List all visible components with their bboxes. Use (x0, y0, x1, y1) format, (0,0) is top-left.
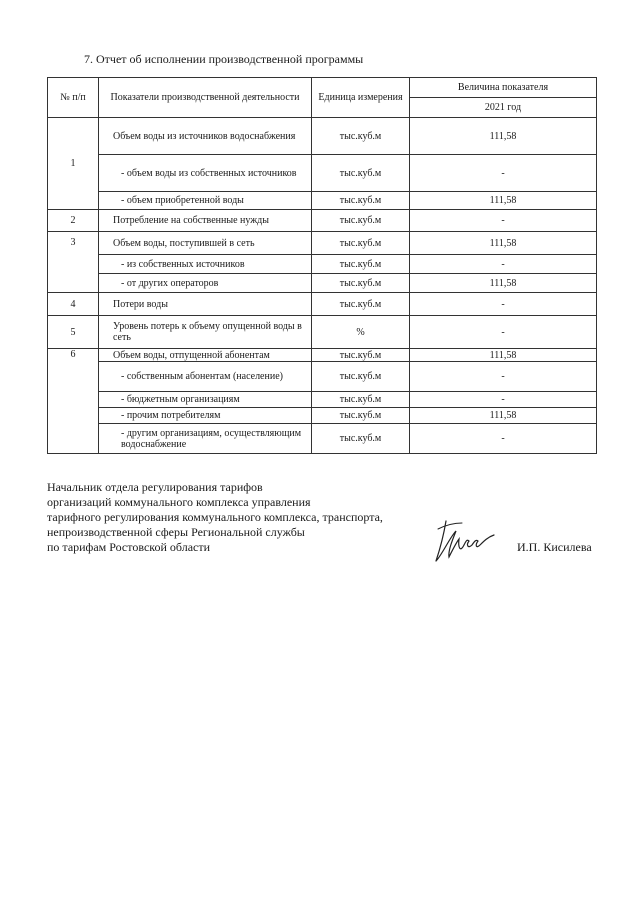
signatory-position (47, 480, 383, 555)
table-row (48, 349, 597, 362)
row-unit: тыс.куб.м (312, 424, 410, 454)
row-indicator: - бюджетным организациям (99, 392, 312, 408)
position-line: организаций коммунального комплекса управления (47, 495, 311, 509)
header-value: Величина показателя (410, 78, 597, 98)
row-num: 5 (48, 316, 99, 349)
table-row (48, 232, 597, 255)
row-num: 4 (48, 293, 99, 316)
header-unit: Единица измерения (312, 78, 410, 118)
row-value: - (410, 155, 597, 192)
row-unit: тыс.куб.м (312, 349, 410, 362)
row-indicator: Потребление на собственные нужды (99, 210, 312, 232)
table-row (48, 118, 597, 155)
row-value: 111,58 (410, 349, 597, 362)
header-year: 2021 год (410, 98, 597, 118)
row-value: - (410, 255, 597, 274)
row-unit: тыс.куб.м (312, 408, 410, 424)
row-unit: тыс.куб.м (312, 232, 410, 255)
document-heading: 7. Отчет об исполнении производственной программы (84, 52, 364, 66)
row-indicator: - из собственных источников (99, 255, 312, 274)
row-indicator: Объем воды, отпущенной абонентам (99, 349, 312, 362)
row-unit: % (312, 316, 410, 349)
row-indicator: - объем приобретенной воды (99, 192, 312, 210)
row-value: - (410, 392, 597, 408)
row-indicator: Уровень потерь к объему опущенной воды в сеть (99, 316, 312, 349)
row-num: 3 (48, 232, 99, 293)
row-unit: тыс.куб.м (312, 392, 410, 408)
table-row (48, 392, 597, 408)
row-unit: тыс.куб.м (312, 210, 410, 232)
signer-name: И.П. Кисилева (517, 540, 592, 554)
position-line: тарифного регулирования коммунального комплекса, транспорта, (47, 510, 383, 524)
row-num: 1 (48, 118, 99, 210)
row-indicator: - объем воды из собственных источников (99, 155, 312, 192)
row-value: 111,58 (410, 274, 597, 293)
row-value: - (410, 424, 597, 454)
row-value: - (410, 316, 597, 349)
row-unit: тыс.куб.м (312, 362, 410, 392)
handwritten-signature (432, 515, 496, 567)
row-num: 6 (48, 349, 99, 454)
position-line: Начальник отдела регулирования тарифов (47, 480, 263, 494)
table-row (48, 316, 597, 349)
position-line: по тарифам Ростовской области (47, 540, 211, 554)
table-row (48, 408, 597, 424)
row-value: 111,58 (410, 192, 597, 210)
row-unit: тыс.куб.м (312, 192, 410, 210)
row-unit: тыс.куб.м (312, 274, 410, 293)
row-unit: тыс.куб.м (312, 155, 410, 192)
row-num: 2 (48, 210, 99, 232)
row-value: - (410, 362, 597, 392)
table-header-row (48, 78, 597, 98)
row-indicator: - собственным абонентам (население) (99, 362, 312, 392)
row-value: 111,58 (410, 232, 597, 255)
header-num: № п/п (48, 78, 99, 118)
production-program-table (47, 77, 597, 454)
row-unit: тыс.куб.м (312, 118, 410, 155)
position-line: непроизводственной сферы Региональной службы (47, 525, 305, 539)
table-row (48, 424, 597, 454)
table-row (48, 192, 597, 210)
row-indicator: Объем воды, поступившей в сеть (99, 232, 312, 255)
row-indicator: Потери воды (99, 293, 312, 316)
table-row (48, 255, 597, 274)
row-indicator: - прочим потребителям (99, 408, 312, 424)
row-indicator: - другим организациям, осуществляющим водоснабжение (99, 424, 312, 454)
table-row (48, 155, 597, 192)
row-unit: тыс.куб.м (312, 293, 410, 316)
row-value: - (410, 293, 597, 316)
table-row (48, 210, 597, 232)
row-value: 111,58 (410, 408, 597, 424)
header-indicator: Показатели производственной деятельности (99, 78, 312, 118)
row-unit: тыс.куб.м (312, 255, 410, 274)
row-indicator: Объем воды из источников водоснабжения (99, 118, 312, 155)
table-row (48, 293, 597, 316)
row-indicator: - от других операторов (99, 274, 312, 293)
table-row (48, 274, 597, 293)
row-value: 111,58 (410, 118, 597, 155)
table-row (48, 362, 597, 392)
row-value: - (410, 210, 597, 232)
